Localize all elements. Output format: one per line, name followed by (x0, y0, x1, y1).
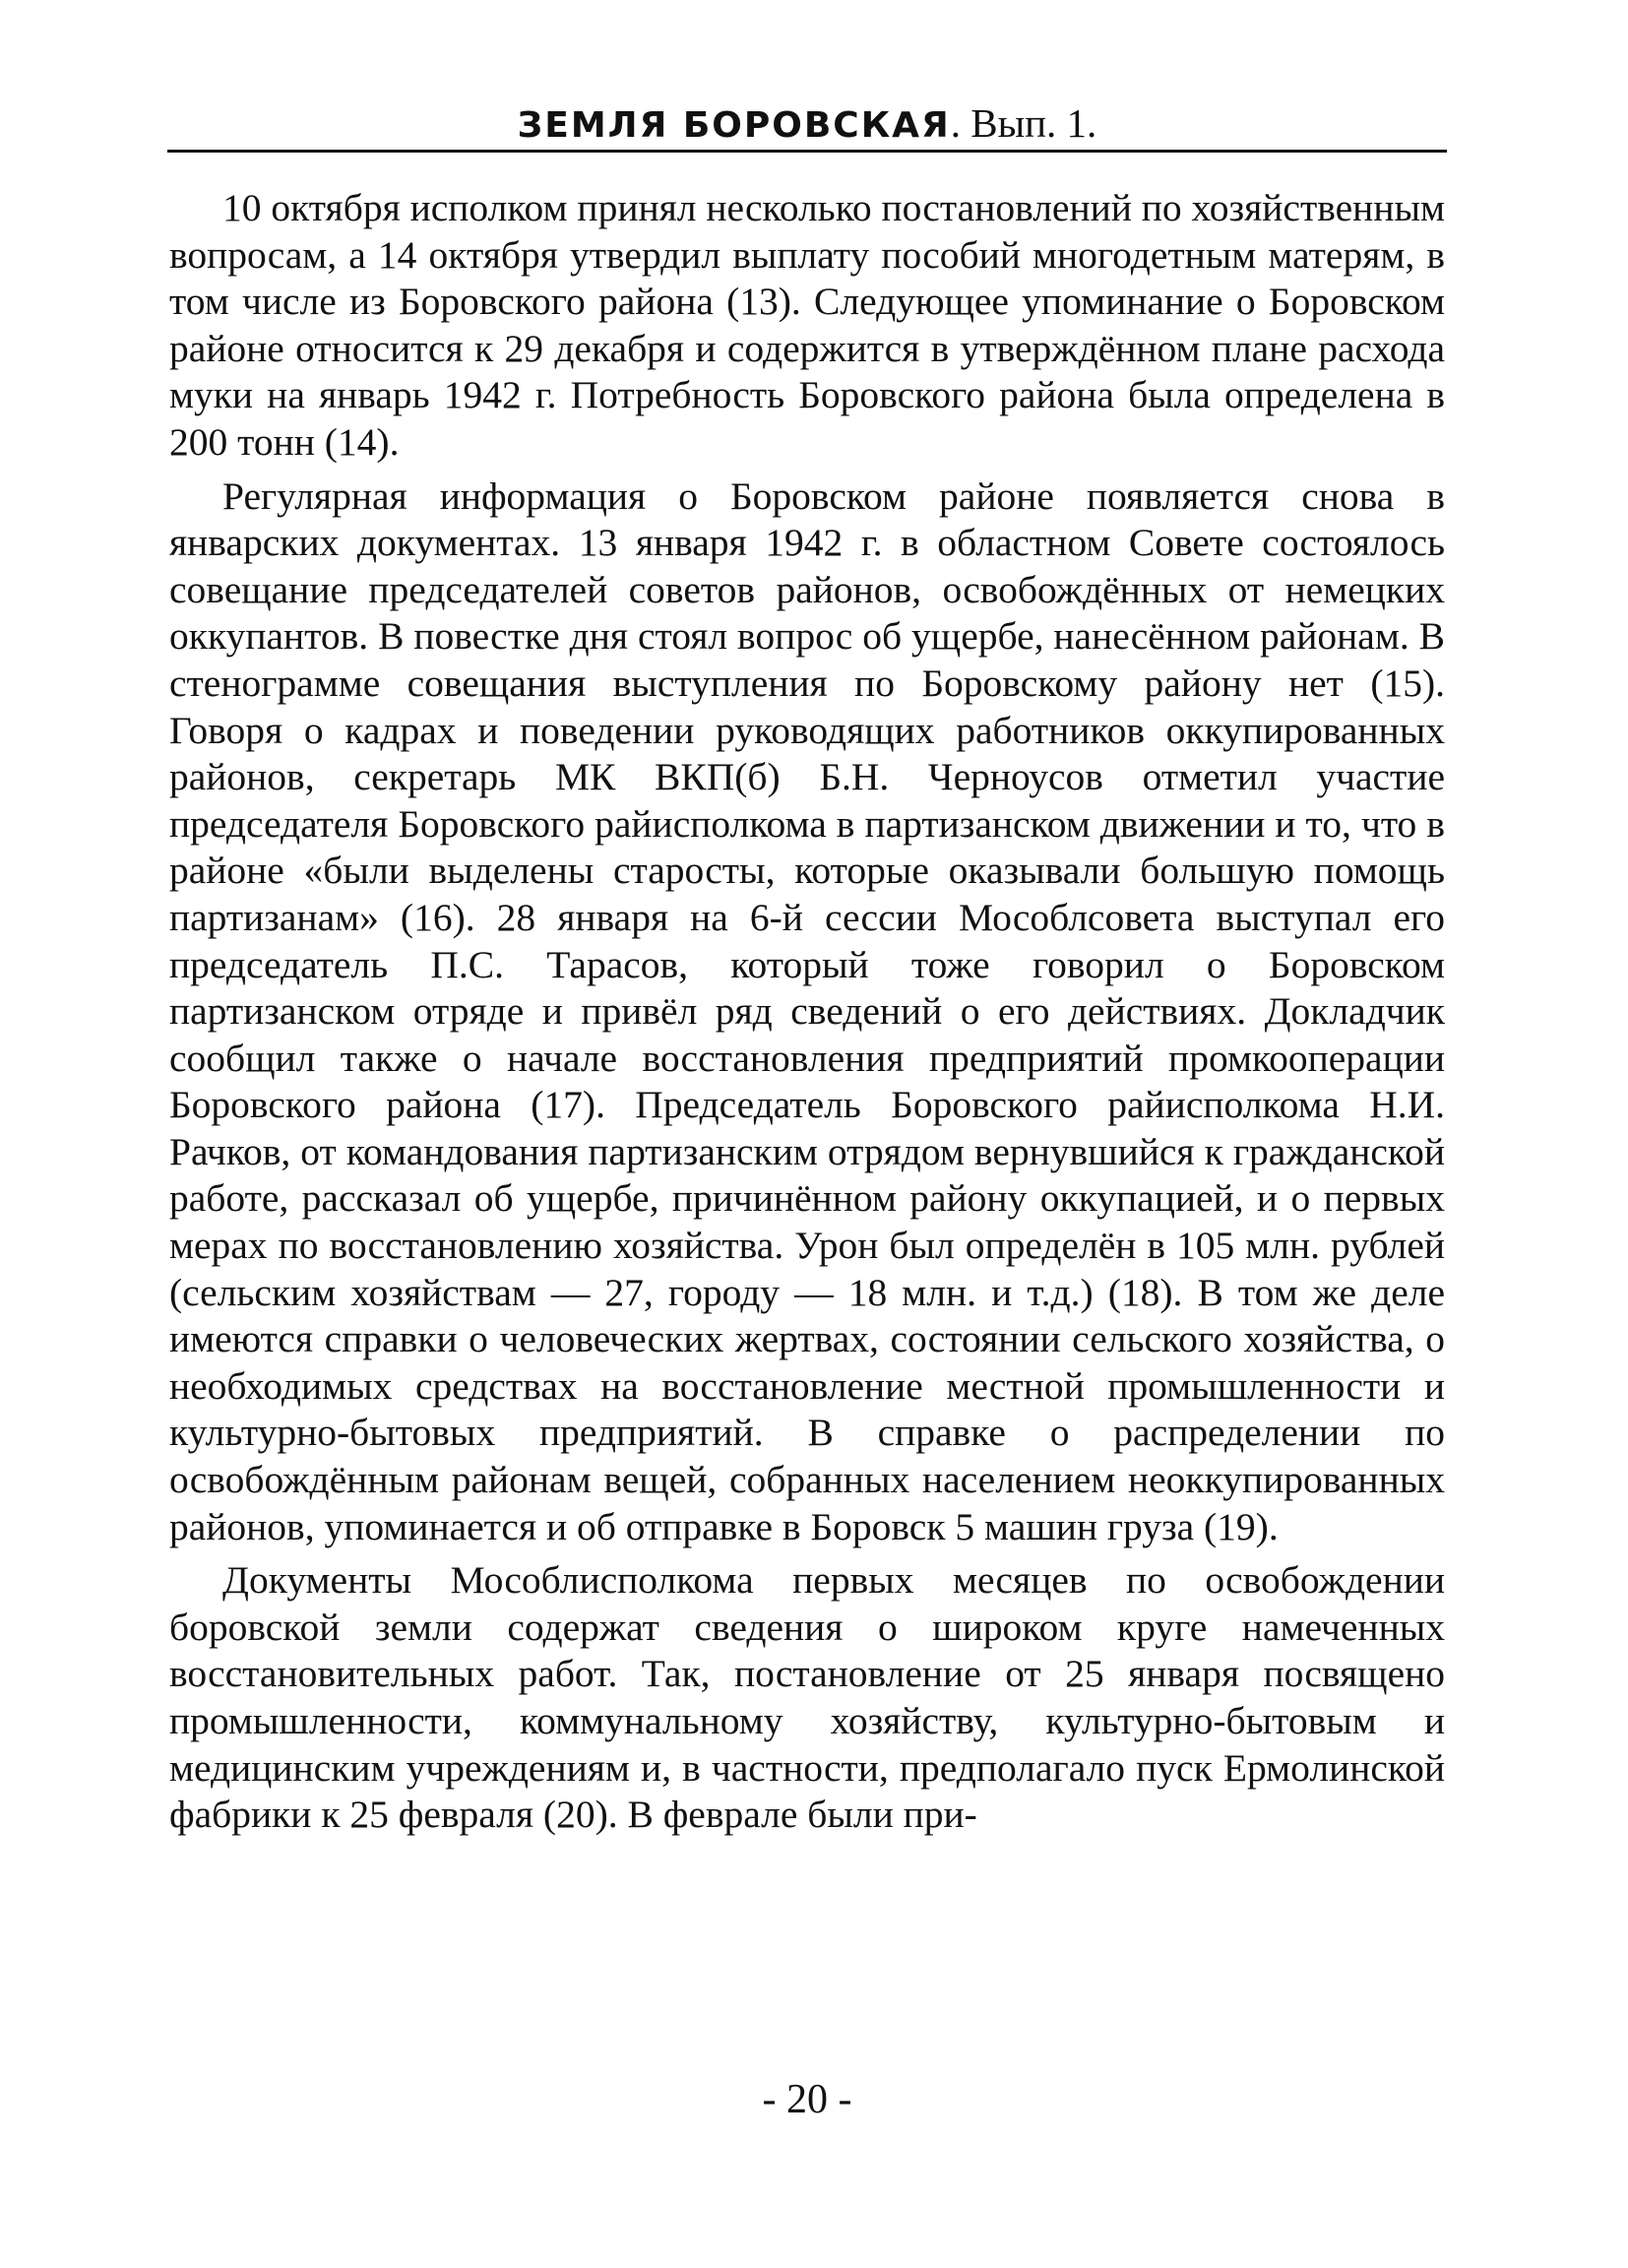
paragraph: 10 октября исполком принял несколько постановлений по хозяйственным вопросам, а 14 октября утвердил выплату пособий многодетным матерям, в том числе из Боровского района (13). Следующее упоминание о Боровском районе относится к 29 декабря и содержится в утверждённом плане расхода муки на январь 1942 г. Потребность Боровского района была определена в 200 тонн (14). (169, 186, 1445, 464)
article-body (169, 185, 1445, 1846)
paragraph: Регулярная информация о Боровском районе появляется снова в январских документах. 13 января 1942 г. в областном Совете состоялось совещание председателей советов районов, освобождённых от немецких оккупантов. В повестке дня стоял вопрос об ущербе, нанесённом районам. В стенограмме совещания выступления по Боровскому району нет (15). Говоря о кадрах и поведении руководящих работников оккупированных районов, секретарь МК ВКП(б) Б.Н. Черноусов отметил участие председателя Боровского райисполкома в партизанском движении и то, что в районе «были выделены старосты, которые оказывали большую помощь партизанам» (16). 28 января на 6-й сессии Мособлсовета выступал его председатель П.С. Тарасов, который тоже говорил о Боровском партизанском отряде и привёл ряд сведений о его действиях. Докладчик сообщил также о начале восстановления предприятий промкооперации Боровского района (17). Председатель Боровского райисполкома Н.И. Рачков, от командования партизанским отрядом вернувшийся к гражданской работе, рассказал об ущербе, причинённом району оккупацией, и о первых мерах по восстановлению хозяйства. Урон был определён в 105 млн. рублей (сельским хозяйствам — 27, городу — 18 млн. и т.д.) (18). В том же деле имеются справки о человеческих жертвах, состоянии сельского хозяйства, о необходимых средствах на восстановление местной промышленности и культурно-бытовых предприятий. В справке о распределении по освобождённым районам вещей, собранных населением неоккупированных районов, упоминается и об отправке в Боровск 5 машин груза (19). (169, 473, 1445, 1548)
issue-number: . Вып. 1. (950, 100, 1097, 146)
header-rule (167, 150, 1447, 153)
journal-title: ЗЕМЛЯ БОРОВСКАЯ (517, 105, 951, 146)
page-number: - 20 - (762, 2077, 852, 2122)
paragraph: Документы Мособлисполкома первых месяцев по освобождении боровской земли содержат сведения о широком круге намеченных восстановительных работ. Так, постановление от 25 января посвящено промышленности, коммунальному хозяйству, культурно-бытовым и медицинским учреждениям и, в частности, предполагало пуск Ермолинской фабрики к 25 февраля (20). В феврале были при- (169, 1558, 1445, 1837)
running-head (167, 98, 1447, 151)
